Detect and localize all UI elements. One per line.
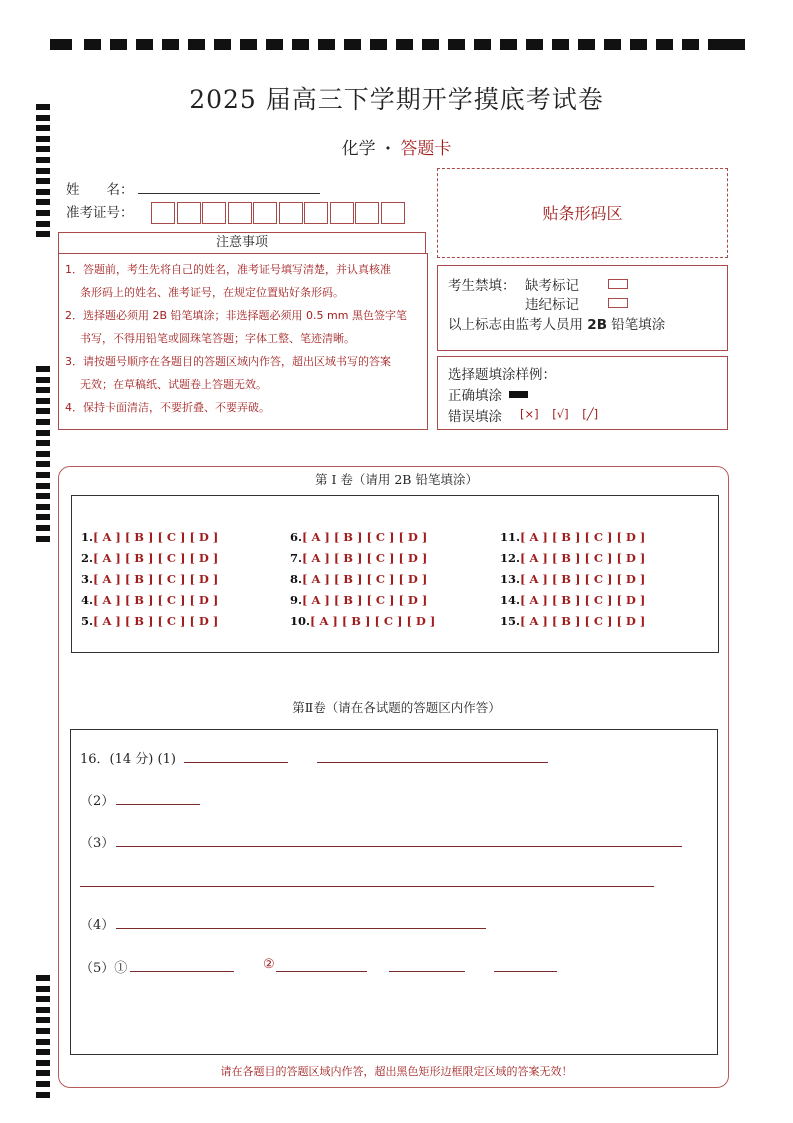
sub3-label: （3） (80, 836, 115, 851)
question-number: 15. (500, 614, 521, 628)
id-cell[interactable] (177, 202, 201, 224)
choice-row[interactable] (81, 569, 218, 590)
choice-row[interactable] (290, 569, 435, 590)
sub5b-label: ② (263, 957, 275, 972)
correct-mark-sample (509, 391, 528, 398)
timing-mark (36, 1081, 50, 1087)
choice-row[interactable] (500, 548, 645, 569)
id-cell[interactable] (355, 202, 379, 224)
choice-row[interactable] (81, 527, 218, 548)
answer-line-1a[interactable] (184, 762, 288, 763)
question-number: 12. (500, 551, 521, 565)
id-cell[interactable] (151, 202, 175, 224)
question-number: 7. (290, 551, 303, 565)
choice-row[interactable] (500, 569, 645, 590)
notice-box (58, 253, 428, 430)
subtitle-dot: · (385, 139, 391, 159)
timing-mark (36, 493, 50, 499)
question-number: 2. (81, 551, 94, 565)
exam-id-label: 准考证号： (66, 205, 134, 221)
timing-mark (36, 514, 50, 520)
notice-item: 4．保持卡面清洁，不要折叠、不要弄破。 (65, 401, 270, 414)
notice-header (58, 232, 426, 254)
sample-box (437, 356, 728, 430)
choice-row[interactable] (500, 590, 645, 611)
choice-options[interactable]: [ A ] [ B ] [ C ] [ D ] (93, 530, 219, 544)
sub2-label: （2） (80, 794, 115, 809)
question-number: 1. (81, 530, 94, 544)
question-number: 13. (500, 572, 521, 586)
timing-mark (36, 461, 50, 467)
timing-mark (36, 430, 50, 436)
absent-label: 缺考标记 (525, 278, 579, 294)
timing-mark (36, 377, 50, 383)
part1-title: 第 I 卷（请用 2B 铅笔填涂） (315, 472, 478, 487)
choice-options[interactable]: [ A ] [ B ] [ C ] [ D ] (520, 530, 646, 544)
timing-mark (36, 1092, 50, 1098)
timing-marks-top (50, 39, 745, 51)
choice-options[interactable]: [ A ] [ B ] [ C ] [ D ] (520, 593, 646, 607)
name-field[interactable] (138, 193, 320, 194)
correct-label: 正确填涂 (448, 388, 502, 404)
choice-options[interactable]: [ A ] [ B ] [ C ] [ D ] (93, 614, 219, 628)
choice-column-3 (500, 527, 645, 632)
choice-row[interactable] (81, 611, 218, 632)
sample-title: 选择题填涂样例： (448, 367, 556, 383)
answer-card-label: 答题卡 (400, 139, 452, 159)
wrong-marks (520, 407, 598, 421)
prohibit-box (437, 265, 728, 351)
timing-mark (36, 996, 50, 1002)
answer-line-4[interactable] (116, 928, 486, 929)
choice-row[interactable] (290, 548, 435, 569)
timing-mark (36, 366, 50, 372)
prohibit-note-post: 铅笔填涂 (611, 317, 666, 333)
id-cell[interactable] (202, 202, 226, 224)
id-cell[interactable] (279, 202, 303, 224)
subtitle (0, 134, 793, 159)
answer-line-5c[interactable] (389, 971, 465, 972)
answer-line-1b[interactable] (317, 762, 548, 763)
part2-title: 第Ⅱ卷（请在各试题的答题区内作答） (292, 700, 501, 715)
question-number: 8. (290, 572, 303, 586)
choice-row[interactable] (500, 527, 645, 548)
notice-item: 书写，不得用铅笔或圆珠笔答题；字体工整、笔迹清晰。 (80, 332, 355, 345)
timing-mark (36, 221, 50, 227)
timing-mark (36, 1007, 50, 1013)
choice-options[interactable]: [ A ] [ B ] [ C ] [ D ] (302, 572, 428, 586)
barcode-area (437, 168, 728, 258)
wrong-mark-cross: [×] (520, 407, 539, 421)
choice-options[interactable]: [ A ] [ B ] [ C ] [ D ] (520, 572, 646, 586)
question-number: 11. (500, 530, 521, 544)
absent-checkbox[interactable] (608, 279, 628, 289)
choice-row[interactable] (290, 611, 435, 632)
answer-line-3b[interactable] (80, 886, 654, 887)
choice-row[interactable] (81, 548, 218, 569)
q16-answer-box (70, 729, 718, 1055)
wrong-label: 错误填涂 (448, 409, 502, 425)
timing-mark (36, 398, 50, 404)
timing-mark (36, 419, 50, 425)
timing-mark (36, 231, 50, 237)
exam-id-grid[interactable] (151, 202, 406, 228)
answer-area-warning: 请在各题目的答题区域内作答，超出黑色矩形边框限定区域的答案无效！ (220, 1065, 573, 1078)
page-title: 2025 届高三下学期开学摸底考试卷 (189, 85, 604, 114)
question-number: 4. (81, 593, 94, 607)
violation-checkbox[interactable] (608, 298, 628, 308)
subject-label: 化学 (341, 139, 376, 159)
timing-mark (36, 1017, 50, 1023)
choice-row[interactable] (81, 590, 218, 611)
timing-mark (36, 986, 50, 992)
timing-mark (36, 451, 50, 457)
id-cell[interactable] (304, 202, 328, 224)
choice-options[interactable]: [ A ] [ B ] [ C ] [ D ] (302, 551, 428, 565)
choice-options[interactable]: [ A ] [ B ] [ C ] [ D ] (520, 551, 646, 565)
prohibit-note-bold: 2B (587, 317, 607, 333)
prohibit-label: 考生禁填： (448, 278, 516, 294)
violation-label: 违纪标记 (525, 297, 579, 313)
answer-line-3a[interactable] (116, 846, 682, 847)
q16-label: 16．(14 分) (1) (80, 752, 176, 767)
choice-options[interactable]: [ A ] [ B ] [ C ] [ D ] (93, 572, 219, 586)
prohibit-note (448, 313, 665, 333)
timing-mark (36, 125, 50, 131)
choice-options[interactable]: [ A ] [ B ] [ C ] [ D ] (93, 593, 219, 607)
timing-mark (36, 178, 50, 184)
choice-row[interactable] (500, 611, 645, 632)
question-number: 9. (290, 593, 303, 607)
notice-item: 无效；在草稿纸、试题卷上答题无效。 (80, 378, 267, 391)
choice-column-1 (81, 527, 218, 632)
id-cell[interactable] (228, 202, 252, 224)
wrong-mark-check: [√] (552, 407, 569, 421)
timing-mark (36, 1028, 50, 1034)
choice-options[interactable]: [ A ] [ B ] [ C ] [ D ] (93, 551, 219, 565)
sub4-label: （4） (80, 918, 115, 933)
question-number: 3. (81, 572, 94, 586)
choice-options[interactable]: [ A ] [ B ] [ C ] [ D ] (520, 614, 646, 628)
question-number: 14. (500, 593, 521, 607)
answer-line-5a[interactable] (130, 971, 234, 972)
notice-item: 2．选择题必须用 2B 铅笔填涂；非选择题必须用 0.5 mm 黑色签字笔 (65, 309, 407, 322)
choice-row[interactable] (290, 527, 435, 548)
notice-item: 1．答题前，考生先将自己的姓名，准考证号填写清楚，并认真核准 (65, 263, 391, 276)
timing-mark (36, 536, 50, 542)
question-number: 10. (290, 614, 311, 628)
notice-title: 注意事项 (215, 235, 268, 250)
timing-mark (36, 387, 50, 393)
timing-mark (36, 189, 50, 195)
sub5-label: （5）① (80, 961, 128, 976)
question-number: 6. (290, 530, 303, 544)
timing-mark (36, 1039, 50, 1045)
choice-options[interactable]: [ A ] [ B ] [ C ] [ D ] (310, 614, 436, 628)
notice-item: 条形码上的姓名、准考证号，在规定位置贴好条形码。 (80, 286, 344, 299)
notice-item: 3．请按题号顺序在各题目的答题区域内作答，超出区域书写的答案 (65, 355, 391, 368)
timing-mark (36, 168, 50, 174)
timing-mark (36, 1049, 50, 1055)
choice-options[interactable]: [ A ] [ B ] [ C ] [ D ] (302, 530, 428, 544)
choice-row[interactable] (290, 590, 435, 611)
answer-line-5b[interactable] (276, 971, 367, 972)
timing-mark (36, 440, 50, 446)
answer-line-2[interactable] (116, 804, 200, 805)
barcode-label: 贴条形码区 (542, 204, 623, 223)
id-cell[interactable] (253, 202, 277, 224)
choice-column-2 (290, 527, 435, 632)
choice-options[interactable]: [ A ] [ B ] [ C ] [ D ] (302, 593, 428, 607)
prohibit-note-pre: 以上标志由监考人员用 (448, 317, 583, 333)
answer-line-5d[interactable] (494, 971, 557, 972)
timing-mark (36, 408, 50, 414)
id-cell[interactable] (381, 202, 405, 224)
timing-mark (36, 504, 50, 510)
question-number: 5. (81, 614, 94, 628)
timing-mark (36, 975, 50, 981)
timing-mark (36, 199, 50, 205)
id-cell[interactable] (330, 202, 354, 224)
name-label: 姓 名： (66, 182, 134, 198)
timing-mark (36, 210, 50, 216)
timing-mark (36, 525, 50, 531)
wrong-mark-slash: [╱] (582, 407, 599, 421)
